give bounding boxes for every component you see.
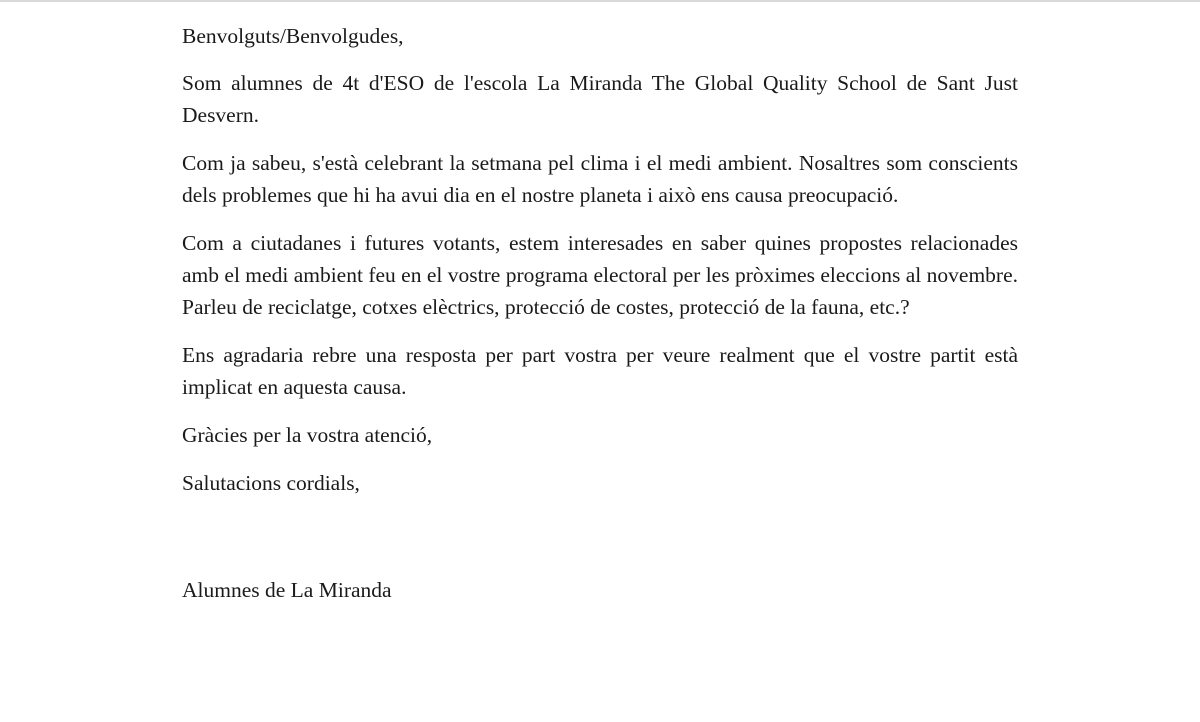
letter-body xyxy=(182,20,1018,606)
letter-greeting: Benvolguts/Benvolgudes, xyxy=(182,24,404,48)
letter-paragraph-intro: Som alumnes de 4t d'ESO de l'escola La Miranda The Global Quality School de Sant Just Desvern. xyxy=(182,71,1018,127)
letter-paragraph-context: Com ja sabeu, s'està celebrant la setmana pel clima i el medi ambient. Nosaltres som conscients dels problemes que hi ha avui dia en el nostre planeta i això ens causa preocupació. xyxy=(182,151,1018,207)
top-divider xyxy=(0,0,1200,2)
letter-regards: Salutacions cordials, xyxy=(182,471,360,495)
letter-signature: Alumnes de La Miranda xyxy=(182,578,392,602)
letter-paragraph-question: Com a ciutadanes i futures votants, estem interesades en saber quines propostes relacionades amb el medi ambient feu en el vostre programa electoral per les pròximes eleccions al novembre. Parleu de reciclatge, cotxes elèctrics, protecció de costes, protecció de la fauna, etc.? xyxy=(182,231,1018,319)
letter-paragraph-request: Ens agradaria rebre una resposta per part vostra per veure realment que el vostre partit està implicat en aquesta causa. xyxy=(182,343,1018,399)
letter-closing: Gràcies per la vostra atenció, xyxy=(182,423,433,447)
